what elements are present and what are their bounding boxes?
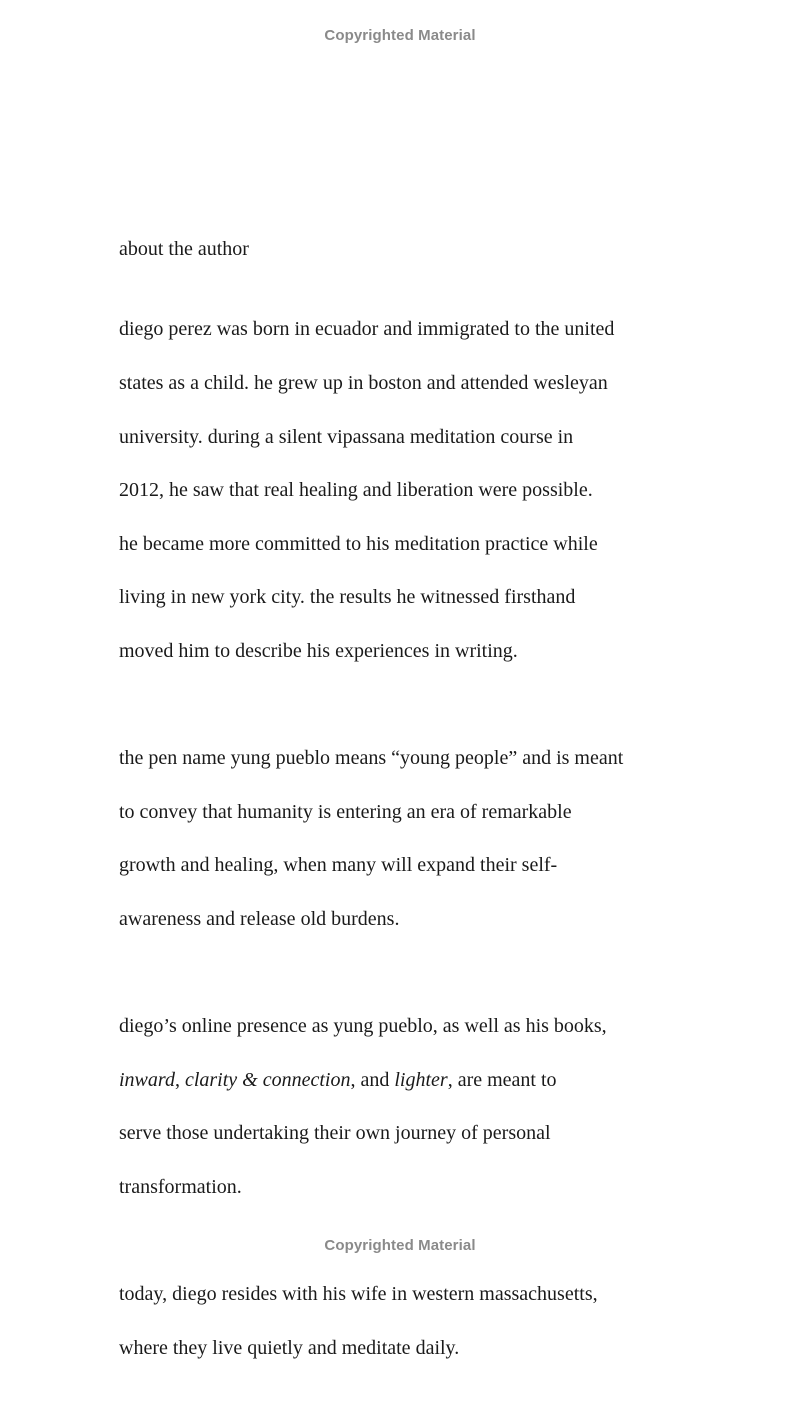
text-line: today, diego resides with his wife in western massachusetts, — [119, 1283, 598, 1306]
copyright-watermark-bottom: Copyrighted Material — [324, 1237, 476, 1254]
text-line: moved him to describe his experiences in writing. — [119, 639, 518, 662]
book-title-inward: inward — [119, 1068, 175, 1091]
book-title-lighter: lighter — [394, 1068, 448, 1091]
text-line: 2012, he saw that real healing and liberation were possible. — [119, 479, 593, 502]
text-line: the pen name yung pueblo means “young people” and is meant — [119, 747, 624, 770]
text-line: to convey that humanity is entering an era of remarkable — [119, 800, 572, 823]
text-line: where they live quietly and meditate daily. — [119, 1336, 460, 1359]
text-line: living in new york city. the results he witnessed firsthand — [119, 586, 576, 609]
text-line: he became more committed to his meditation practice while — [119, 532, 598, 555]
line-remainder: , are meant to — [447, 1068, 557, 1091]
text-line: diego’s online presence as yung pueblo, as well as his books, — [119, 1015, 607, 1038]
text-line: university. during a silent vipassana meditation course in — [119, 425, 574, 448]
text-line: awareness and release old burdens. — [119, 907, 400, 930]
bio-paragraph-4 — [119, 1254, 689, 1388]
text-line: diego perez was born in ecuador and immigrated to the united — [119, 318, 615, 341]
text-line: serve those undertaking their own journey of personal — [119, 1122, 551, 1145]
section-heading: about the author — [119, 238, 249, 260]
bio-paragraph-3 — [119, 986, 689, 1227]
copyright-watermark-top: Copyrighted Material — [324, 27, 476, 44]
separator: , and — [350, 1068, 395, 1091]
separator: , — [174, 1068, 185, 1091]
book-title-clarity-connection: clarity & connection — [184, 1068, 351, 1091]
text-line: transformation. — [119, 1175, 242, 1198]
text-line: growth and healing, when many will expand their self- — [119, 854, 558, 877]
text-line-with-titles — [119, 1067, 689, 1094]
bio-paragraph-2 — [119, 718, 689, 959]
bio-paragraph-1 — [119, 290, 689, 692]
text-line: states as a child. he grew up in boston and attended wesleyan — [119, 371, 608, 394]
